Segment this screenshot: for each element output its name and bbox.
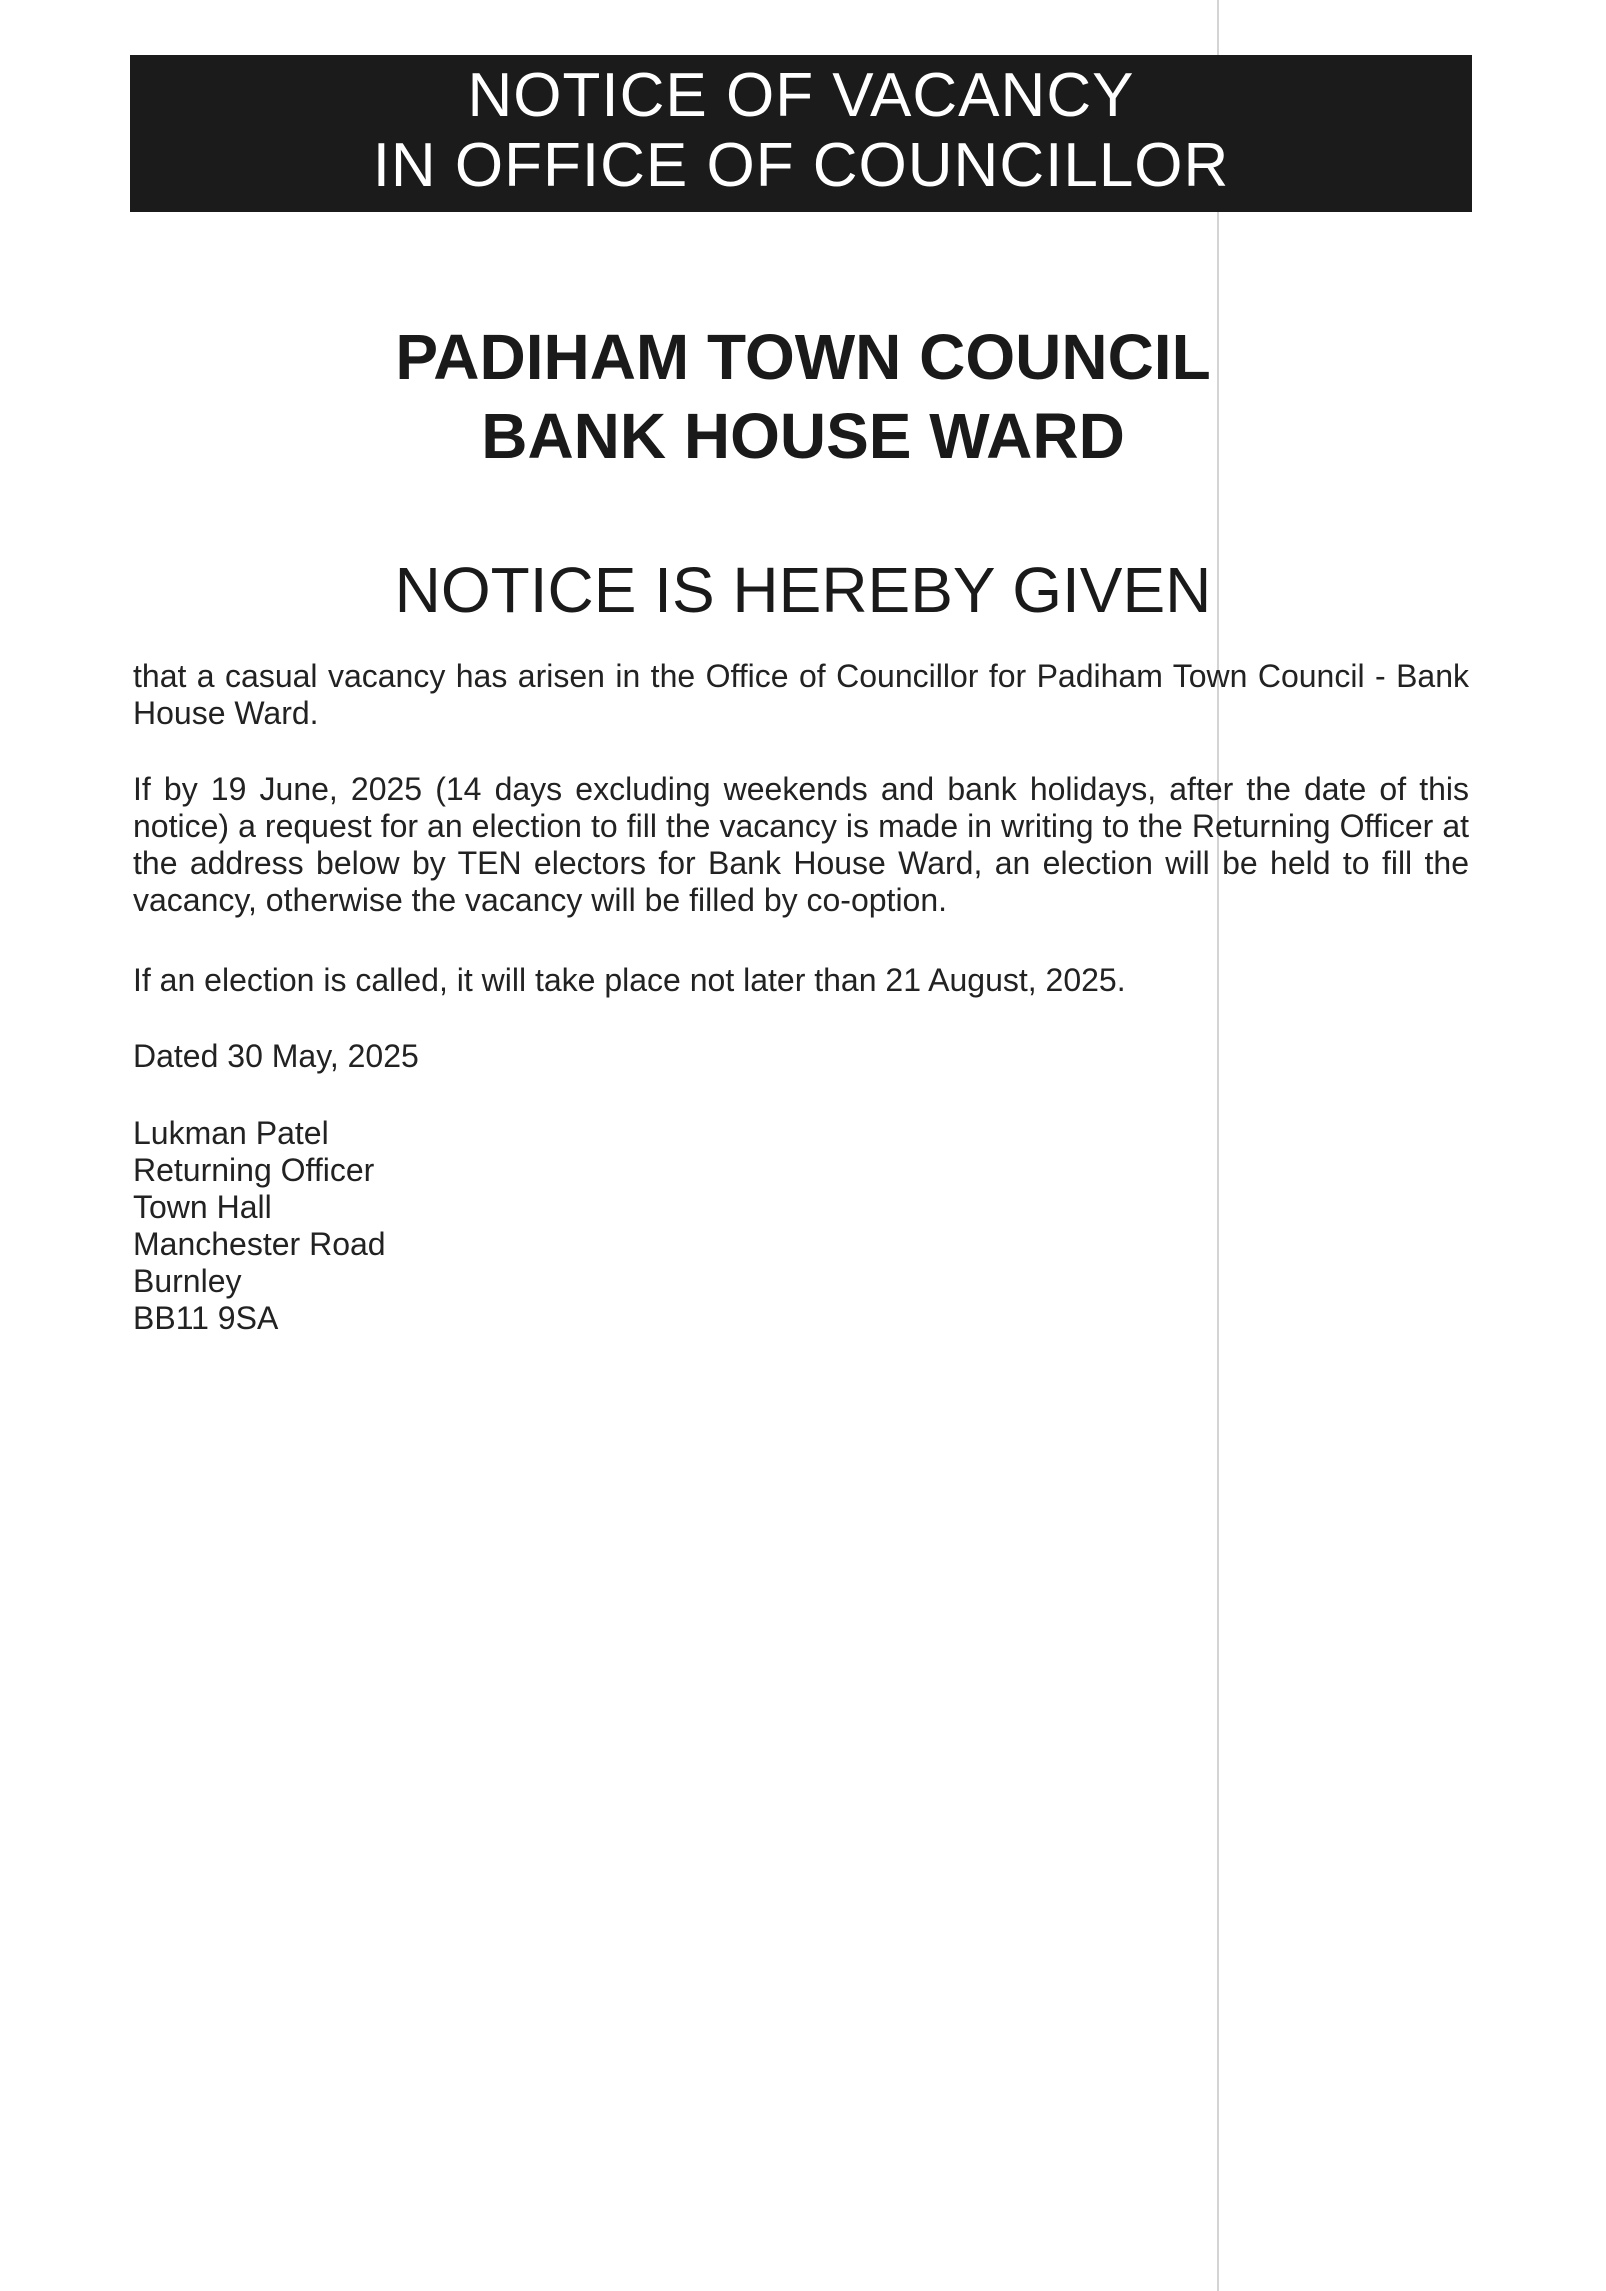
election-date-paragraph: If an election is called, it will take place not later than 21 August, 2025. xyxy=(133,962,1126,998)
vacancy-paragraph: that a casual vacancy has arisen in the Office of Councillor for Padiham Town Council - Bank House Ward. xyxy=(133,658,1469,731)
ward-name: BANK HOUSE WARD xyxy=(481,400,1125,472)
address-line-4: BB11 9SA xyxy=(133,1300,279,1336)
banner-title-line-1: NOTICE OF VACANCY xyxy=(467,61,1135,130)
address-line-3: Burnley xyxy=(133,1263,242,1299)
notice-heading: NOTICE IS HEREBY GIVEN xyxy=(394,554,1212,626)
officer-name: Lukman Patel xyxy=(133,1115,329,1151)
officer-title: Returning Officer xyxy=(133,1152,375,1188)
dated-line: Dated 30 May, 2025 xyxy=(133,1038,419,1074)
address-line-1: Town Hall xyxy=(133,1189,272,1225)
council-heading xyxy=(0,318,1606,476)
election-request-paragraph: If by 19 June, 2025 (14 days excluding weekends and bank holidays, after the date of this notice) a request for an election to fill the vacancy is made in writing to the Returning Officer at the address below by TEN electors for Bank House Ward, an election will be held to fill the vacancy, otherwise the vacancy will be filled by co-option. xyxy=(133,771,1469,918)
council-name: PADIHAM TOWN COUNCIL xyxy=(395,321,1211,393)
notice-banner xyxy=(130,55,1472,212)
banner-title-line-2: IN OFFICE OF COUNCILLOR xyxy=(372,131,1230,200)
address-line-2: Manchester Road xyxy=(133,1226,386,1262)
officer-address-block xyxy=(133,1115,386,1337)
